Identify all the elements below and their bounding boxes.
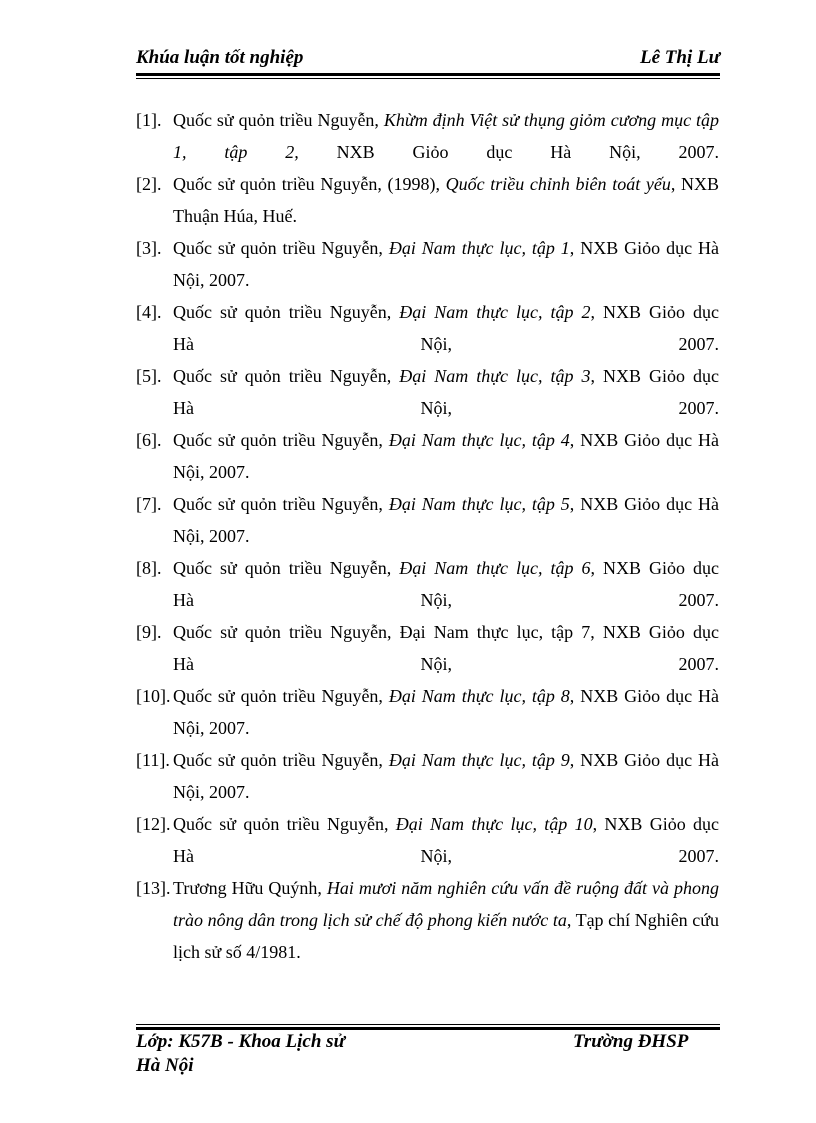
reference-number: [2]. [136,174,162,194]
footer-class-label: Lớp: K57B - Khoa Lịch sử [136,1031,345,1052]
reference-item [136,744,719,808]
reference-item [136,168,719,232]
reference-text: Quốc sử quỏn triều Nguyễn, Đại Nam thực lục, tập 1, NXB Giỏo dục Hà Nội, 2007. [173,238,719,290]
footer-school: Trường ĐHSP [573,1031,689,1052]
reference-title: Đại Nam thực lục, tập 2 [399,302,591,322]
reference-title: Đại Nam thực lục, tập 3 [399,366,591,386]
reference-title: Đại Nam thực lục, tập 10 [395,814,593,834]
reference-text: Quốc sử quỏn triều Nguyễn, Đại Nam thực lục, tập 8, NXB Giỏo dục Hà Nội, 2007. [173,686,719,738]
reference-item [136,296,719,360]
reference-text: Quốc sử quỏn triều Nguyễn, Đại Nam thực lục, tập 5, NXB Giỏo dục Hà Nội, 2007. [173,494,719,546]
reference-list [136,104,719,968]
reference-item [136,552,719,616]
reference-title: Hai mươi năm nghiên cứu vấn đề ruộng đất và phong trào nông dân trong lịch sử chế độ phong kiến nước ta [173,878,719,930]
reference-item [136,360,719,424]
reference-text: Quốc sử quỏn triều Nguyễn, Đại Nam thực lục, tập 9, NXB Giỏo dục Hà Nội, 2007. [173,750,719,802]
reference-title: Khừm định Việt sử thụng giỏm cương mục tập 1, tập 2, [173,110,719,162]
reference-number: [8]. [136,558,162,578]
reference-number: [4]. [136,302,162,322]
header-thesis-label: Khúa luận tốt nghiệp [136,47,304,68]
reference-number: [7]. [136,494,162,514]
reference-item [136,488,719,552]
reference-number: [6]. [136,430,162,450]
reference-text: Quốc sử quỏn triều Nguyễn, Đại Nam thực lục, tập 2, NXB Giỏo dục Hà Nội, 2007. [173,302,719,354]
reference-number: [13]. [136,878,171,898]
header-rule-thick [136,73,720,76]
reference-text: Quốc sử quỏn triều Nguyễn, Khừm định Việt sử thụng giỏm cương mục tập 1, tập 2, NXB Giỏo dục Hà Nội, 2007. [173,110,719,162]
reference-text: Quốc sử quỏn triều Nguyễn, Đại Nam thực lục, tập 6, NXB Giỏo dục Hà Nội, 2007. [173,558,719,610]
footer-rule-thin [136,1024,720,1025]
reference-title: Đại Nam thực lục, tập 5 [388,494,570,514]
reference-number: [9]. [136,622,162,642]
reference-number: [1]. [136,110,162,130]
reference-number: [12]. [136,814,171,834]
reference-number: [11]. [136,750,170,770]
page-header [136,47,720,69]
reference-title: Quốc triều chỉnh biên toát yếu [445,174,671,194]
reference-item [136,616,719,680]
reference-item [136,680,719,744]
reference-item [136,424,719,488]
reference-text: Quốc sử quỏn triều Nguyễn, Đại Nam thực lục, tập 4, NXB Giỏo dục Hà Nội, 2007. [173,430,719,482]
reference-item [136,104,719,168]
reference-title: Đại Nam thực lục, tập 1 [388,238,570,258]
reference-title: Đại Nam thực lục, tập 4 [388,430,570,450]
header-rule-thin [136,78,720,79]
reference-number: [10]. [136,686,171,706]
reference-title: Đại Nam thực lục, tập 6 [399,558,591,578]
reference-item [136,232,719,296]
reference-text: Quốc sử quỏn triều Nguyễn, Đại Nam thực lục, tập 7, NXB Giỏo dục Hà Nội, 2007. [173,622,719,674]
reference-item [136,808,719,872]
reference-text: Quốc sử quỏn triều Nguyễn, (1998), Quốc triều chỉnh biên toát yếu, NXB Thuận Húa, Huế. [173,174,719,226]
reference-title: Đại Nam thực lục, tập 9 [388,750,570,770]
header-author: Lê Thị Lư [640,47,720,68]
reference-text: Trương Hữu Quýnh, Hai mươi năm nghiên cứu vấn đề ruộng đất và phong trào nông dân trong lịch sử chế độ phong kiến nước ta, Tạp chí Nghiên cứu lịch sử số 4/1981. [173,878,719,962]
reference-item [136,872,719,968]
reference-number: [5]. [136,366,162,386]
reference-text: Quốc sử quỏn triều Nguyễn, Đại Nam thực lục, tập 3, NXB Giỏo dục Hà Nội, 2007. [173,366,719,418]
reference-text: Quốc sử quỏn triều Nguyễn, Đại Nam thực lục, tập 10, NXB Giỏo dục Hà Nội, 2007. [173,814,719,866]
footer-city: Hà Nội [136,1055,194,1076]
reference-number: [3]. [136,238,162,258]
reference-title: Đại Nam thực lục, tập 8 [388,686,570,706]
